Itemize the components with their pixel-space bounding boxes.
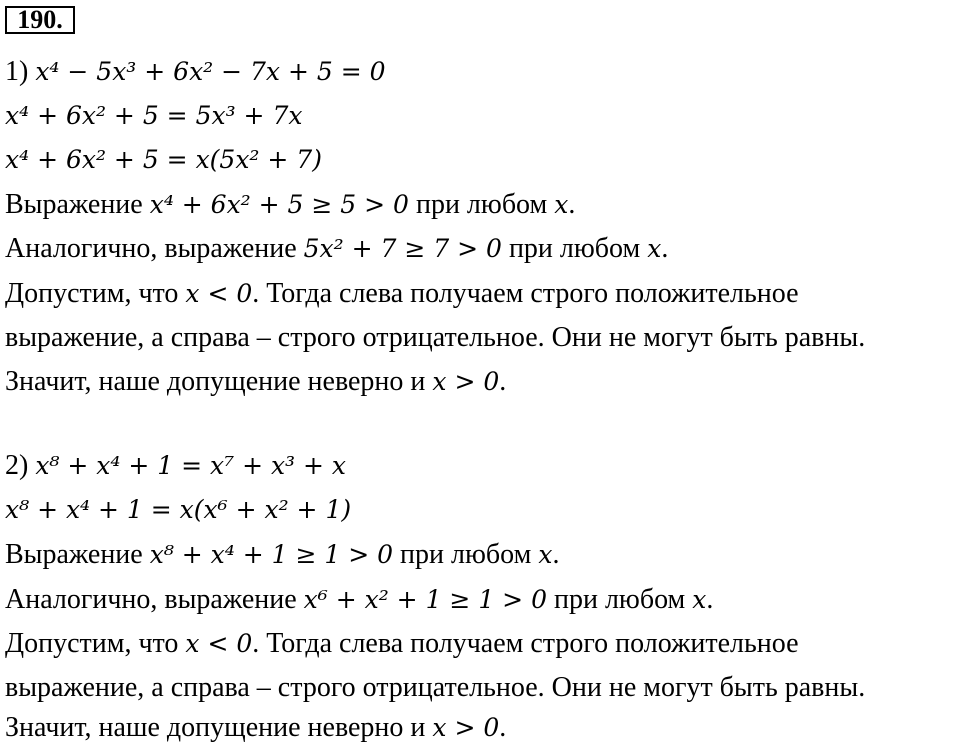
math: x < 0 [185,629,253,658]
math: 5x² + 7 ≥ 7 > 0 [303,234,502,263]
text: . [552,539,560,570]
part2-eq2: x⁸ + x⁴ + 1 = x(x⁶ + x² + 1) [5,495,352,524]
math: x⁶ + x² + 1 ≥ 1 > 0 [303,585,547,614]
text: Выражение [5,539,150,570]
text: . Тогда слева получаем строго положительное [252,278,799,309]
math-var: x [538,540,553,569]
text: . [706,584,714,615]
text: Допустим, что [5,278,186,309]
math: x > 0 [432,367,500,396]
text: при любом [408,189,555,220]
math-var: x [692,585,707,614]
problem-number: 190. [5,6,75,34]
part1-label: 1) [5,56,36,87]
text: при любом [546,584,693,615]
part2-line5 [5,628,799,660]
part1-eq3: x⁴ + 6x² + 5 = x(5x² + 7) [5,145,322,174]
text: Аналогично, выражение [5,233,304,264]
part2-line4 [5,584,713,616]
text: Значит, наше допущение неверно и [5,712,433,743]
text: Аналогично, выражение [5,584,304,615]
part1-eq2: x⁴ + 6x² + 5 = 5x³ + 7x [5,101,303,130]
math: x > 0 [432,713,500,742]
text: . [499,712,507,743]
text: при любом [501,233,648,264]
text: при любом [393,539,539,570]
part1-line7: выражение, а справа – строго отрицательное. Они не могут быть равны. [5,322,866,353]
text: Выражение [5,189,150,220]
text: Допустим, что [5,628,186,659]
text: Значит, наше допущение неверно и [5,366,433,397]
math: x < 0 [185,279,253,308]
text: . [568,189,576,220]
part2-eq2-line [5,494,351,526]
text: . [499,366,507,397]
part1-eq3-line [5,144,322,176]
part1-line6 [5,278,799,310]
math-var: x [647,234,662,263]
math: x⁸ + x⁴ + 1 ≥ 1 > 0 [149,540,394,569]
part1-line4 [5,189,575,221]
part2-line3 [5,539,559,571]
part2-line6: выражение, а справа – строго отрицательное. Они не могут быть равны. [5,672,866,703]
part2-eq1: x⁸ + x⁴ + 1 = x⁷ + x³ + x [35,451,347,480]
part2-line7 [5,712,506,744]
part1-line8 [5,366,506,398]
part2-equation [5,450,346,482]
math: x⁴ + 6x² + 5 ≥ 5 > 0 [149,190,409,219]
part2-label: 2) [5,450,36,481]
math-var: x [554,190,569,219]
part1-equation [5,56,386,88]
part1-line5 [5,233,668,265]
text: . [661,233,669,264]
text: . Тогда слева получаем строго положительное [252,628,799,659]
part1-eq1: x⁴ − 5x³ + 6x² − 7x + 5 = 0 [35,57,386,86]
part1-eq2-line [5,100,302,132]
